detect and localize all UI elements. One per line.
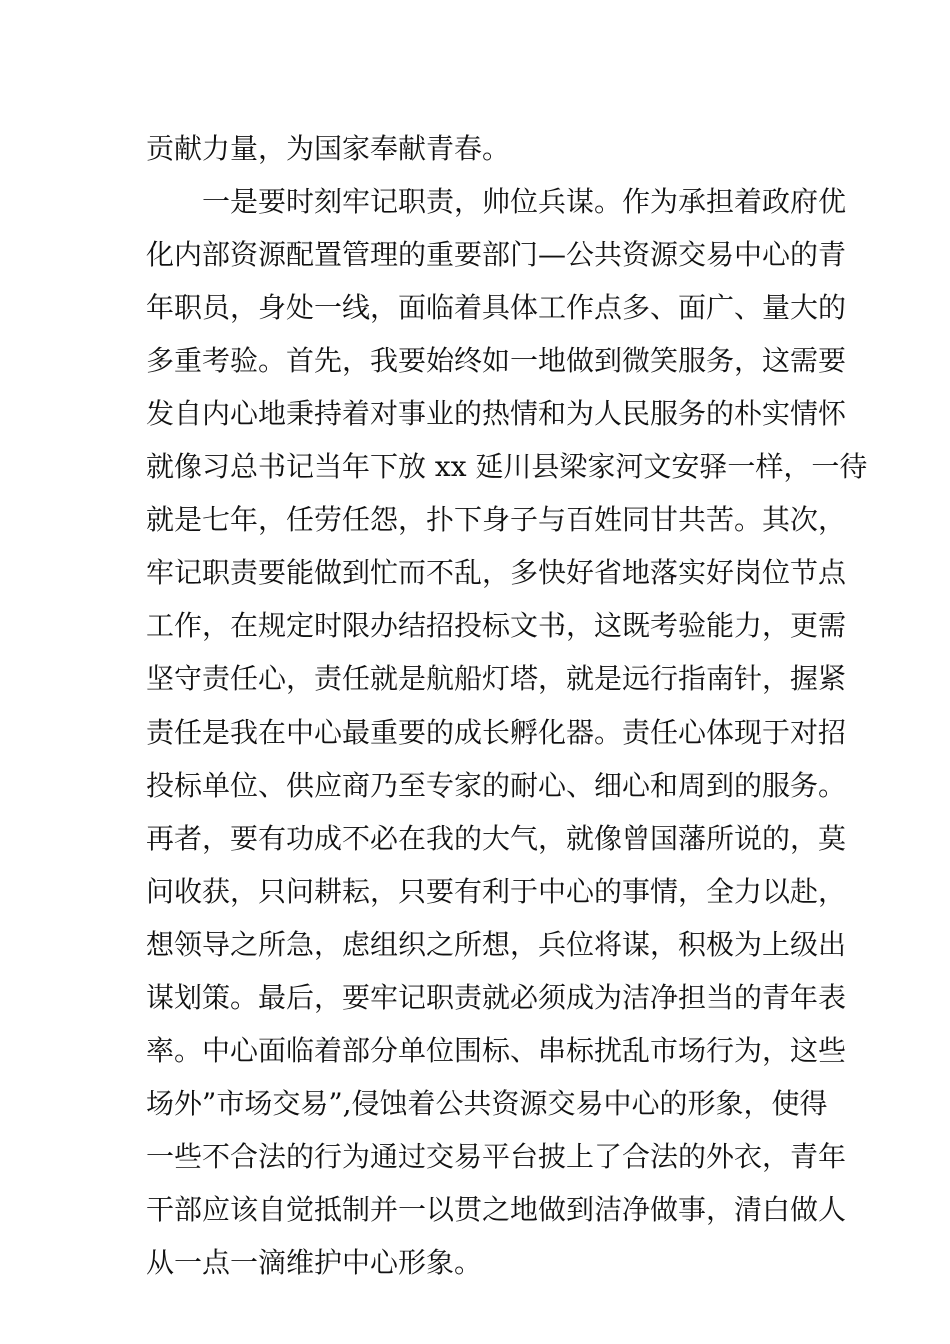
text-line: 化内部资源配置管理的重要部门—公共资源交易中心的青 xyxy=(146,238,847,272)
text-line: 一些不合法的行为通过交易平台披上了合法的外衣，青年 xyxy=(146,1139,847,1173)
text-line: 投标单位、供应商乃至专家的耐心、细心和周到的服务。 xyxy=(146,768,847,802)
text-line: 年职员，身处一线，面临着具体工作点多、面广、量大的 xyxy=(146,291,847,325)
text-line: 干部应该自觉抵制并一以贯之地做到洁净做事，清白做人 xyxy=(146,1192,847,1226)
text-line: 就是七年，任劳任怨，扑下身子与百姓同甘共苦。其次， xyxy=(146,503,847,537)
text-line: 场外”市场交易”,侵蚀着公共资源交易中心的形象，使得 xyxy=(146,1086,828,1120)
text-line: 想领导之所急，虑组织之所想，兵位将谋，积极为上级出 xyxy=(146,927,847,961)
text-line: 谋划策。最后，要牢记职责就必须成为洁净担当的青年表 xyxy=(146,980,847,1014)
text-line: 坚守责任心，责任就是航船灯塔，就是远行指南针，握紧 xyxy=(146,662,847,696)
paragraph-first-line: 一是要时刻牢记职责，帅位兵谋。作为承担着政府优 xyxy=(202,185,847,219)
text-line: 从一点一滴维护中心形象。 xyxy=(146,1245,483,1279)
text-line: 就像习总书记当年下放 xx 延川县梁家河文安驿一样，一待 xyxy=(146,450,868,484)
text-line: 责任是我在中心最重要的成长孵化器。责任心体现于对招 xyxy=(146,715,847,749)
text-line: 贡献力量，为国家奉献青春。 xyxy=(146,132,511,165)
text-line: 发自内心地秉持着对事业的热情和为人民服务的朴实情怀 xyxy=(146,397,847,431)
body-text xyxy=(146,127,868,1294)
text-line: 多重考验。首先，我要始终如一地做到微笑服务，这需要 xyxy=(146,344,847,378)
text-line: 问收获，只问耕耘，只要有利于中心的事情，全力以赴， xyxy=(146,874,847,908)
text-line: 牢记职责要能做到忙而不乱，多快好省地落实好岗位节点 xyxy=(146,556,847,590)
text-line: 再者，要有功成不必在我的大气，就像曾国藩所说的，莫 xyxy=(146,821,847,855)
text-line: 率。中心面临着部分单位围标、串标扰乱市场行为，这些 xyxy=(146,1033,847,1067)
text-line: 工作，在规定时限办结招投标文书，这既考验能力，更需 xyxy=(146,609,847,643)
